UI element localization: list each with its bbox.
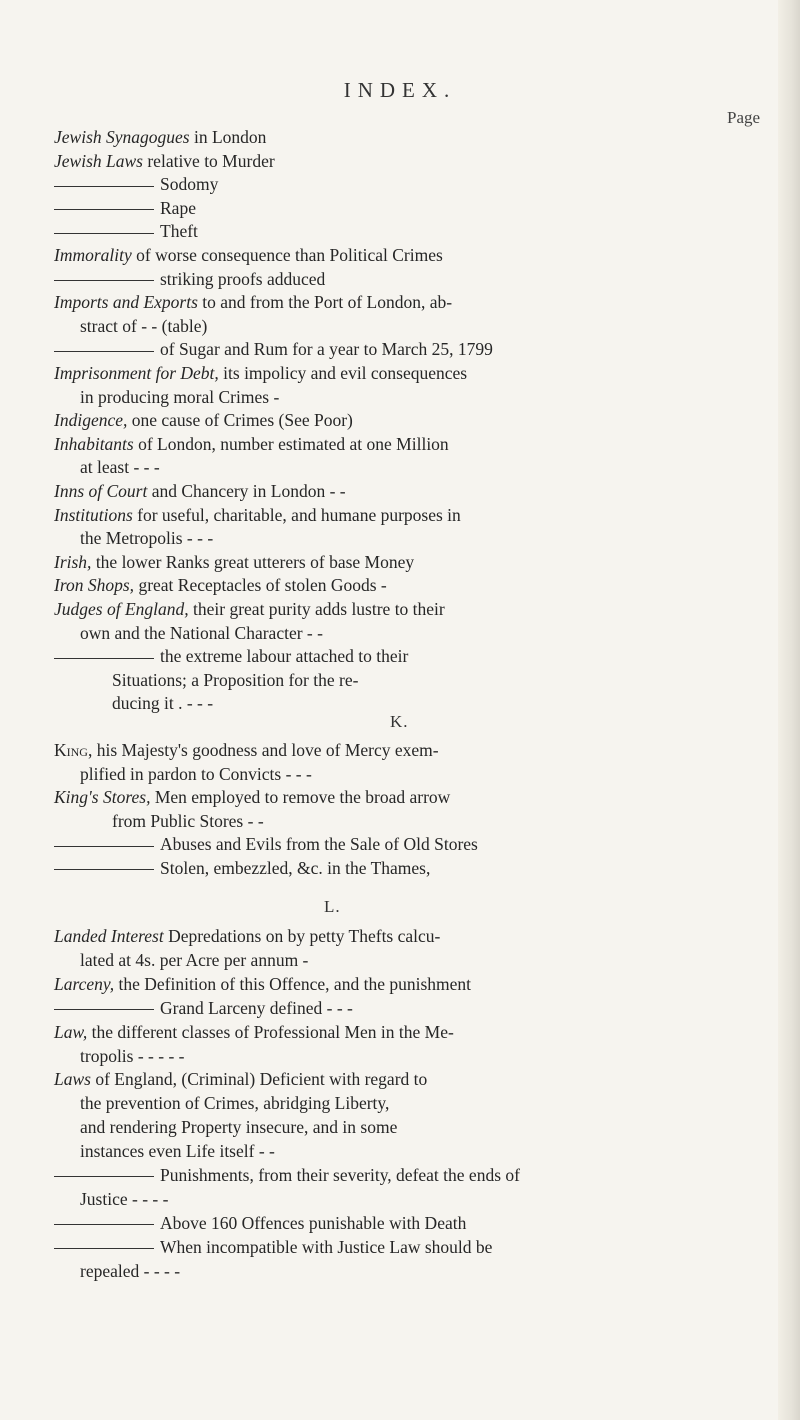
index-entry (80, 1187, 168, 1211)
index-entry (54, 738, 439, 762)
entry-text: of England, (Criminal) Deficient with regard to (90, 1069, 428, 1090)
entry-text: Stolen, embezzled, &c. in the Thames, (160, 858, 431, 878)
entry-text: of Sugar and Rum for a year to March 25, 1799 (160, 339, 493, 360)
entry-heading: Larceny, (54, 973, 115, 994)
entry-heading: Indigence, (54, 410, 128, 431)
entry-text: great Receptacles of stolen Goods - (134, 575, 387, 596)
section-l-heading: L. (324, 897, 341, 916)
entry-text: ducing it . - - - (112, 693, 214, 714)
entry-heading: Laws (54, 1069, 91, 1090)
index-entry (54, 149, 275, 173)
entry-text: their great purity adds lustre to their (188, 599, 445, 619)
index-entry (54, 644, 408, 668)
entry-heading: Inhabitants (54, 433, 134, 454)
entry-heading: Iron Shops, (54, 575, 135, 596)
entry-text: own and the National Character - - (80, 622, 323, 643)
page-column-label: Page (727, 108, 761, 127)
index-entry (54, 972, 471, 996)
index-entry (54, 1067, 427, 1091)
index-entry (54, 408, 353, 432)
index-entry (54, 1211, 466, 1235)
entry-text: relative to Murder (142, 150, 275, 171)
index-entry (54, 924, 440, 948)
entry-text: Grand Larceny defined - - - (160, 997, 353, 1018)
entry-text: When incompatible with Justice Law should be (160, 1236, 493, 1257)
ditto-rule (54, 846, 154, 847)
index-entry (80, 1044, 185, 1068)
entry-text: striking proofs adduced (160, 268, 326, 289)
index-entry (80, 1091, 389, 1115)
index-entry (54, 267, 325, 291)
ditto-rule (54, 869, 154, 870)
entry-heading: Imprisonment for Debt, (54, 363, 219, 383)
entry-heading: Institutions (54, 504, 133, 525)
entry-text: plified in pardon to Convicts - - - (80, 763, 312, 784)
entry-text: its impolicy and evil consequences (218, 363, 468, 383)
entry-text: and rendering Property insecure, and in some (80, 1117, 398, 1138)
index-entry (80, 762, 312, 786)
entry-text: Theft (160, 221, 198, 242)
ditto-rule (54, 280, 154, 281)
index-entry (112, 691, 213, 715)
entry-text: of worse consequence than Political Crimes (131, 245, 443, 265)
entry-text: Justice - - - - (80, 1188, 169, 1209)
entry-text: and Chancery in London - - (147, 481, 346, 501)
index-entry (54, 243, 443, 267)
index-entry (80, 385, 279, 409)
index-entry (54, 996, 353, 1020)
entry-text: the Metropolis - - - (80, 528, 214, 549)
entry-heading: Landed Interest (54, 926, 164, 946)
index-entry (54, 125, 266, 149)
entry-heading: Law, (54, 1021, 88, 1042)
ditto-rule (54, 1176, 154, 1177)
index-entry (54, 290, 452, 314)
entry-text: Men employed to remove the broad arrow (150, 787, 451, 808)
index-entry (54, 219, 198, 243)
entry-text: stract of - - (table) (80, 315, 208, 336)
entry-heading: Immorality (54, 245, 132, 265)
index-entry (54, 550, 414, 574)
entry-text: his Majesty's goodness and love of Mercy exem- (92, 740, 439, 760)
entry-text: Depredations on by petty Thefts calcu- (163, 926, 441, 946)
index-entry (54, 597, 445, 621)
index-entry (54, 361, 467, 385)
entry-text: Punishments, from their severity, defeat the ends of (160, 1165, 520, 1185)
entry-text: the Definition of this Offence, and the punishment (114, 973, 471, 994)
entry-text: Above 160 Offences punishable with Death (160, 1212, 467, 1233)
section-k-heading: K. (390, 712, 409, 731)
entry-heading: King, (54, 740, 93, 760)
entry-text: Sodomy (160, 174, 219, 195)
entry-text: the lower Ranks great utterers of base Money (91, 551, 415, 572)
entry-heading: King's Stores, (54, 787, 151, 808)
index-entry (80, 526, 213, 550)
entry-text: of London, number estimated at one Million (133, 433, 449, 454)
entry-text: the different classes of Professional Men in the Me- (87, 1021, 454, 1042)
entry-text: from Public Stores - - (112, 810, 264, 831)
index-entry (54, 196, 196, 220)
index-entry (54, 503, 461, 527)
ditto-rule (54, 1248, 154, 1249)
entry-text: the extreme labour attached to their (160, 646, 409, 667)
page-header: INDEX. (343, 78, 457, 102)
entry-heading: Imports and Exports (54, 292, 198, 313)
ditto-rule (54, 209, 154, 210)
entry-text: at least - - - (80, 457, 160, 478)
entry-text: Rape (160, 197, 196, 218)
entry-text: for useful, charitable, and humane purposes in (132, 504, 461, 525)
ditto-rule (54, 233, 154, 234)
index-entry (54, 337, 493, 361)
entry-heading: Irish, (54, 551, 92, 572)
index-entry (54, 856, 430, 880)
index-entry (54, 172, 218, 196)
ditto-rule (54, 658, 154, 659)
entry-text: in London (189, 127, 267, 147)
index-entry (80, 948, 308, 972)
entry-text: repealed - - - - (80, 1260, 181, 1281)
index-entry (80, 455, 160, 479)
index-entry (54, 1235, 492, 1259)
index-entry (54, 1020, 454, 1044)
index-entry (54, 432, 449, 456)
entry-text: instances even Life itself - - (80, 1141, 275, 1162)
entry-text: tropolis - - - - - (80, 1045, 185, 1066)
index-entry (80, 1139, 275, 1163)
index-entry (54, 573, 387, 597)
entry-text: in producing moral Crimes - (80, 386, 280, 407)
entry-heading: Inns of Court (54, 481, 148, 501)
index-entry (54, 785, 450, 809)
entry-heading: Judges of England, (54, 599, 189, 619)
entry-text: Abuses and Evils from the Sale of Old Stores (160, 834, 478, 855)
entry-heading: Jewish Synagogues (54, 127, 190, 147)
entry-heading: Jewish Laws (54, 150, 143, 171)
page-edge (778, 0, 800, 1420)
index-entry (54, 1163, 520, 1187)
entry-text: to and from the Port of London, ab- (197, 292, 453, 313)
ditto-rule (54, 1009, 154, 1010)
entry-text: lated at 4s. per Acre per annum - (80, 949, 309, 970)
entry-text: Situations; a Proposition for the re- (112, 669, 359, 690)
index-entry (54, 832, 478, 856)
ditto-rule (54, 186, 154, 187)
index-entry (112, 668, 358, 692)
ditto-rule (54, 1224, 154, 1225)
index-entry (80, 1259, 180, 1283)
index-entry (80, 1115, 397, 1139)
ditto-rule (54, 351, 154, 352)
index-entry (54, 479, 346, 503)
entry-text: the prevention of Crimes, abridging Liberty, (80, 1093, 390, 1114)
entry-text: one cause of Crimes (See Poor) (127, 410, 353, 431)
index-entry (112, 809, 264, 833)
index-entry (80, 314, 207, 338)
index-entry (80, 621, 323, 645)
